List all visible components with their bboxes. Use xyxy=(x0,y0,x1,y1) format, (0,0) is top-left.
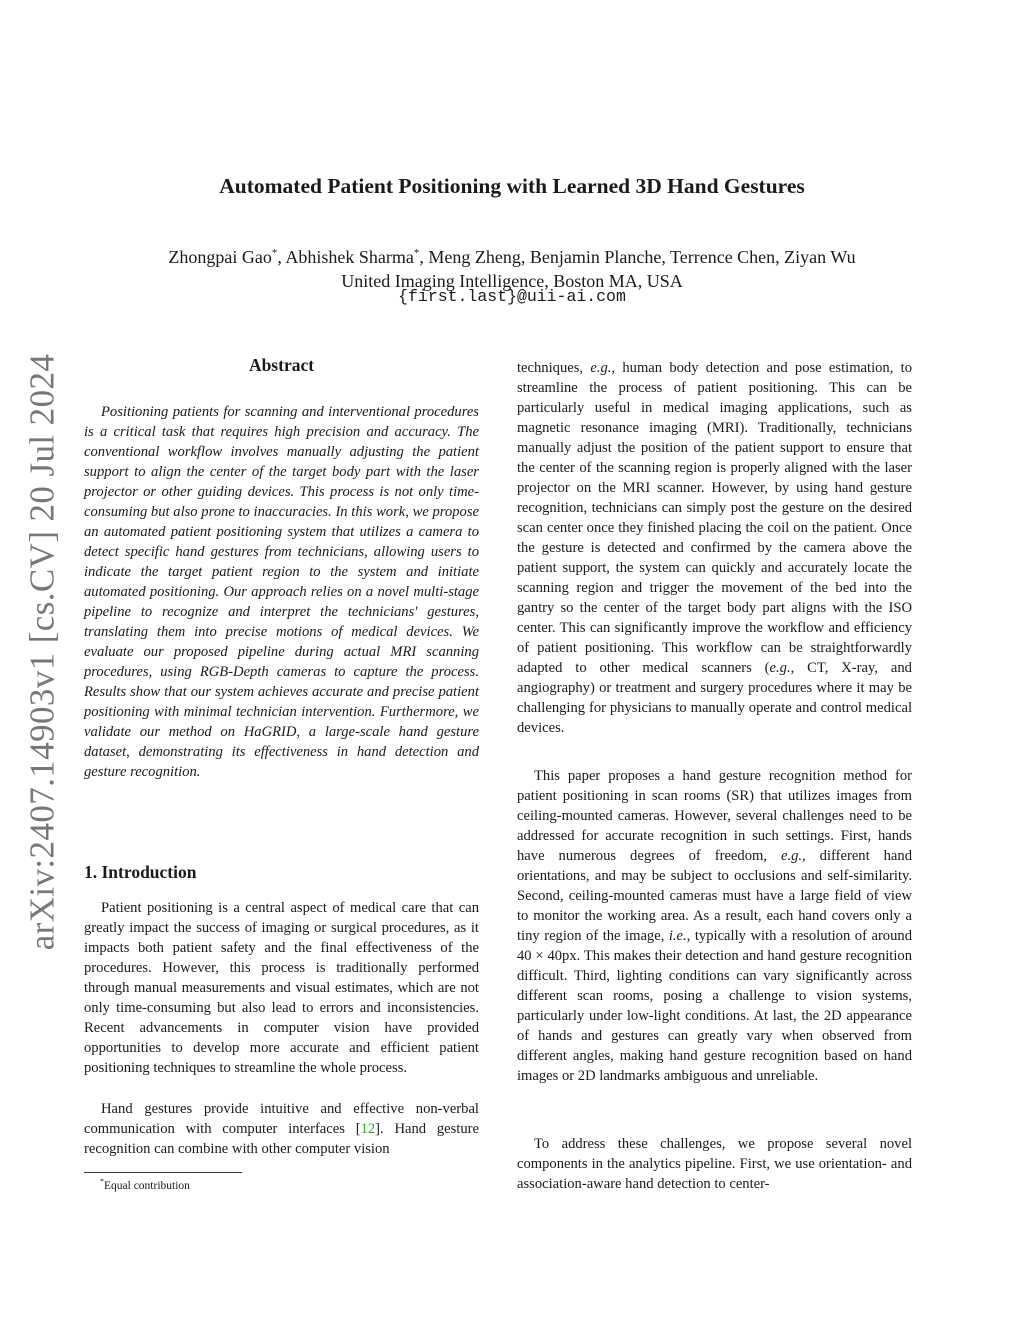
arxiv-identifier-text: arXiv:2407.14903v1 [cs.CV] 20 Jul 2024 xyxy=(22,353,62,951)
right-paragraph-1: techniques, e.g., human body detection and pose estimation, to streamline the process of patient positioning. This can be particularly useful in medical imaging applications, such as magnetic resonance imaging (MRI). Traditionally, technicians manually adjust the position of the patient support to ensure that the center of the scanning region is properly aligned with the laser projector on the MRI scanner. However, by using hand gesture recognition, technicians can simply post the gesture on the desired scan center once they finished placing the coil on the patient. Once the gesture is detected and confirmed by the camera above the patient support, the system can quickly and accurately locate the scanning region and trigger the movement of the bed into the gantry so the center of the target body part aligns with the ISO center. This can significantly improve the workflow and efficiency of patient positioning. This workflow can be straightforwardly adapted to other medical scanners (e.g., CT, X-ray, and angiography) or treatment and surgery procedures where it may be challenging for physicians to manually operate and control medical devices. xyxy=(517,360,912,736)
author-block xyxy=(0,241,1024,293)
author-email: {first.last}@uii-ai.com xyxy=(398,287,626,306)
right-paragraph-3: To address these challenges, we propose several novel components in the analytics pipeline. First, we use orientation- and association-aware hand detection to center- xyxy=(517,1136,912,1192)
paper-title: Automated Patient Positioning with Learned 3D Hand Gestures xyxy=(219,174,805,198)
abstract-heading: Abstract xyxy=(248,355,315,375)
intro-paragraph-2: Hand gestures provide intuitive and effective non-verbal communication with computer interfaces [12]. Hand gesture recognition can combine with other computer vision xyxy=(84,1101,479,1157)
intro-paragraph-1: Patient positioning is a central aspect of medical care that can greatly impact the success of imaging or surgical procedures, as it impacts both patient safety and the final effectiveness of the procedures. However, this process is traditionally performed through manual measurements and visual estimates, which are not only time-consuming but also lead to errors and inconsistencies. Recent advancements in computer vision have provided opportunities to develop more accurate and efficient patient positioning techniques to streamline the whole process. xyxy=(84,900,479,1076)
author-affiliation: United Imaging Intelligence, Boston MA, USA xyxy=(341,271,683,291)
abstract-text: Positioning patients for scanning and interventional procedures is a critical task that requires high precision and accuracy. The conventional workflow involves manually adjusting the patient support to align the center of the target body part with the laser projector or other guiding devices. This process is not only time-consuming but also prone to inaccuracies. In this work, we propose an automated patient positioning system that utilizes a camera to detect specific hand gestures from technicians, allowing users to indicate the target patient region to the system and initiate automated positioning. Our approach relies on a novel multi-stage pipeline to recognize and interpret the technicians' gestures, translating them into precise motions of medical devices. We evaluate our proposed pipeline during actual MRI scanning procedures, using RGB-Depth cameras to capture the process. Results show that our system achieves accurate and precise patient positioning with minimal technician intervention. Furthermore, we validate our method on HaGRID, a large-scale hand gesture dataset, demonstrating its effectiveness in hand detection and gesture recognition. xyxy=(84,404,479,780)
footnote-equal-contribution: *Equal contribution xyxy=(100,1177,190,1192)
author-list: Zhongpai Gao*, Abhishek Sharma*, Meng Zheng, Benjamin Planche, Terrence Chen, Ziyan Wu xyxy=(168,247,856,267)
citation-link-12[interactable]: 12 xyxy=(360,1121,376,1137)
right-paragraph-2: This paper proposes a hand gesture recognition method for patient positioning in scan rooms (SR) that utilizes images from ceiling-mounted cameras. However, several challenges need to be addressed for accurate recognition in such settings. First, hands have numerous degrees of freedom, e.g., different hand orientations, and may be subject to occlusions and self-similarity. Second, ceiling-mounted cameras must have a large field of view to monitor the working area. As a result, each hand covers only a tiny region of the image, i.e., typically with a resolution of around 40 × 40px. This makes their detection and hand gesture recognition difficult. Third, lighting conditions can vary significantly across different scan rooms, posing a challenge to vision systems, particularly under low-light conditions. At last, the 2D appearance of hands and gestures can greatly vary when observed from different angles, making hand gesture recognition based on hand images or 2D landmarks ambiguous and unreliable. xyxy=(517,768,912,1084)
section-heading-introduction: 1. Introduction xyxy=(84,862,197,882)
footnote-divider xyxy=(84,1172,242,1173)
arxiv-identifier-stamp xyxy=(20,353,64,951)
